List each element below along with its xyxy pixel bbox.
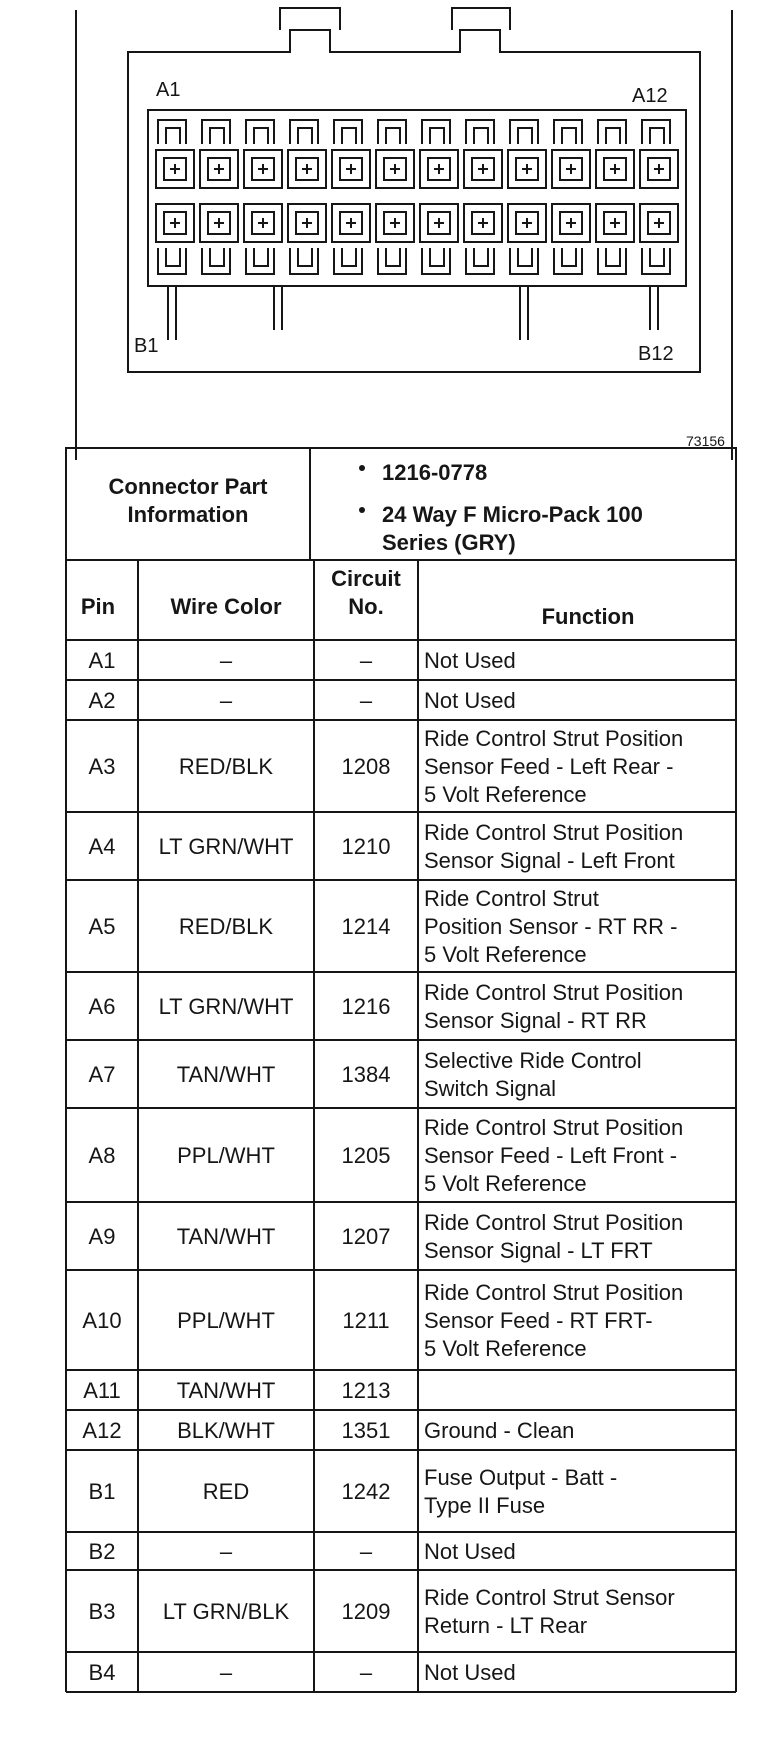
function-line: Ride Control Strut Position	[424, 1115, 684, 1140]
latch-window	[290, 248, 318, 274]
latch-window	[422, 248, 450, 274]
function-line: Return - LT Rear	[424, 1613, 588, 1638]
left-lock-tab	[168, 286, 282, 340]
pin-cell: A3	[88, 754, 116, 779]
pin-cell: A10	[82, 1308, 122, 1333]
bullet-icon	[359, 465, 365, 471]
latch-window	[246, 120, 274, 144]
function-line: 5 Volt Reference	[424, 1171, 587, 1196]
pin-cell: B1	[88, 1479, 116, 1504]
wire-color-cell: RED/BLK	[178, 914, 274, 939]
table-row	[82, 1418, 574, 1443]
table-row	[83, 1378, 390, 1403]
function-line: Not Used	[424, 1660, 516, 1685]
label-b12: B12	[638, 343, 674, 365]
function-line: Ride Control Strut Position	[424, 820, 684, 845]
circuit-cell: 1210	[341, 834, 391, 859]
header-function: Function	[541, 604, 635, 629]
table-row	[89, 648, 516, 673]
function-line: Sensor Signal - LT FRT	[424, 1238, 653, 1263]
function-line: Sensor Feed - Left Rear -	[424, 754, 674, 779]
function-line: 5 Volt Reference	[424, 942, 587, 967]
latch-window	[642, 120, 670, 144]
wire-color-cell: –	[219, 1539, 233, 1564]
function-line: Selective Ride Control	[424, 1048, 642, 1073]
pin-cell: A8	[88, 1143, 116, 1168]
circuit-cell: –	[359, 1539, 373, 1564]
function-line: Ground - Clean	[424, 1418, 575, 1443]
wire-color-cell: LT GRN/WHT	[158, 834, 294, 859]
right-lock-tab	[520, 286, 658, 340]
circuit-cell: –	[359, 648, 373, 673]
pin-cell: A9	[88, 1224, 116, 1249]
table-row	[89, 820, 684, 873]
function-line: Sensor Signal - Left Front	[424, 848, 675, 873]
table-row	[89, 980, 684, 1033]
pin-cell: B3	[88, 1599, 116, 1624]
pin-cell: A7	[88, 1062, 116, 1087]
pin-cell: B4	[88, 1660, 116, 1685]
pin-cell: A4	[88, 834, 116, 859]
table-row	[89, 1585, 675, 1638]
header-pin: Pin	[80, 594, 116, 619]
part-description-line1: 24 Way F Micro-Pack 100	[382, 502, 643, 527]
table-row	[89, 886, 678, 967]
left-latch	[280, 8, 340, 30]
pinout-table	[66, 560, 736, 1692]
label-a12: A12	[632, 85, 668, 107]
latch-window	[158, 120, 186, 144]
function-line: Ride Control Strut Sensor	[424, 1585, 675, 1610]
pin-cell: A11	[83, 1378, 121, 1403]
latch-window	[290, 120, 318, 144]
connector-face-figure	[128, 8, 700, 372]
part-description-line2: Series (GRY)	[382, 530, 516, 555]
wire-color-cell: RED/BLK	[178, 754, 274, 779]
function-line: Position Sensor - RT RR -	[424, 914, 678, 939]
label-a1: A1	[156, 79, 181, 101]
pin-cell: A1	[88, 648, 116, 673]
circuit-cell: 1214	[341, 914, 391, 939]
part-info-heading-line1: Connector Part	[108, 474, 268, 499]
latch-window	[202, 248, 230, 274]
bullet-icon	[359, 507, 365, 513]
latch-window	[554, 248, 582, 274]
wire-color-cell: RED	[202, 1479, 250, 1504]
header-circuit-line2: No.	[348, 594, 384, 619]
function-line: Switch Signal	[424, 1076, 557, 1101]
circuit-cell: 1211	[342, 1308, 390, 1333]
table-row	[89, 1048, 642, 1101]
function-line: 5 Volt Reference	[424, 782, 587, 807]
pin-cell: B2	[88, 1539, 116, 1564]
circuit-cell: 1216	[341, 994, 391, 1019]
latch-window	[334, 120, 362, 144]
table-row	[89, 1465, 618, 1518]
function-line: 5 Volt Reference	[424, 1336, 587, 1361]
wire-color-cell: BLK/WHT	[177, 1418, 275, 1443]
pin-cell: A2	[88, 688, 116, 713]
circuit-cell: 1209	[341, 1599, 391, 1624]
latch-window	[202, 120, 230, 144]
function-line: Ride Control Strut Position	[424, 980, 684, 1005]
circuit-cell: 1208	[341, 754, 391, 779]
table-row	[89, 726, 684, 807]
header-circuit-line1: Circuit	[331, 566, 401, 591]
function-line: Type II Fuse	[424, 1493, 546, 1518]
wire-color-cell: PPL/WHT	[177, 1308, 275, 1333]
wire-color-cell: TAN/WHT	[176, 1224, 276, 1249]
connector-housing	[128, 30, 700, 372]
table-row	[89, 1210, 684, 1263]
circuit-cell: 1205	[341, 1143, 391, 1168]
latch-window	[598, 120, 626, 144]
latch-window	[378, 248, 406, 274]
circuit-cell: 1207	[341, 1224, 391, 1249]
latch-window	[158, 248, 186, 274]
wire-color-cell: TAN/WHT	[176, 1062, 276, 1087]
function-line: Fuse Output - Batt -	[424, 1465, 618, 1490]
right-latch	[452, 8, 510, 30]
part-info-heading-line2: Information	[127, 502, 249, 527]
latch-window	[598, 248, 626, 274]
function-line: Ride Control Strut Position	[424, 1210, 684, 1235]
circuit-cell: –	[359, 1660, 373, 1685]
table-row	[82, 1280, 683, 1361]
latch-window	[554, 120, 582, 144]
pin-cell: A6	[88, 994, 116, 1019]
latch-window	[466, 248, 494, 274]
latch-window	[510, 120, 538, 144]
circuit-cell: 1213	[341, 1378, 391, 1403]
label-b1: B1	[134, 335, 159, 357]
figure-number: 73156	[686, 433, 725, 449]
circuit-cell: 1384	[341, 1062, 391, 1087]
function-line: Ride Control Strut Position	[424, 726, 684, 751]
function-line: Not Used	[424, 1539, 516, 1564]
wire-color-cell: LT GRN/BLK	[162, 1599, 290, 1624]
function-line: Sensor Feed - Left Front -	[424, 1143, 678, 1168]
latch-window	[422, 120, 450, 144]
wire-color-cell: –	[219, 1660, 233, 1685]
function-line: Not Used	[424, 688, 516, 713]
circuit-cell: –	[359, 688, 373, 713]
part-number: 1216-0778	[382, 460, 488, 485]
table-row	[89, 688, 516, 713]
wire-color-cell: LT GRN/WHT	[158, 994, 294, 1019]
function-line: Sensor Signal - RT RR	[424, 1008, 647, 1033]
latch-window	[466, 120, 494, 144]
latch-window	[334, 248, 362, 274]
latch-window	[510, 248, 538, 274]
table-row	[89, 1660, 516, 1685]
wire-color-cell: TAN/WHT	[176, 1378, 276, 1403]
function-line: Sensor Feed - RT FRT-	[424, 1308, 653, 1333]
latch-window	[378, 120, 406, 144]
latch-window	[642, 248, 670, 274]
header-wire-color: Wire Color	[170, 594, 282, 619]
latch-window	[246, 248, 274, 274]
circuit-cell: 1351	[341, 1418, 391, 1443]
table-row	[89, 1539, 516, 1564]
function-line: Ride Control Strut	[424, 886, 599, 911]
wire-color-cell: –	[219, 648, 233, 673]
function-line: Ride Control Strut Position	[424, 1280, 684, 1305]
function-line: Not Used	[424, 648, 516, 673]
circuit-cell: 1242	[341, 1479, 391, 1504]
wire-color-cell: –	[219, 688, 233, 713]
cavity-rows	[156, 120, 678, 274]
wire-color-cell: PPL/WHT	[177, 1143, 275, 1168]
pin-cell: A5	[88, 914, 116, 939]
pin-cell: A12	[82, 1418, 122, 1443]
table-row	[89, 1115, 684, 1196]
